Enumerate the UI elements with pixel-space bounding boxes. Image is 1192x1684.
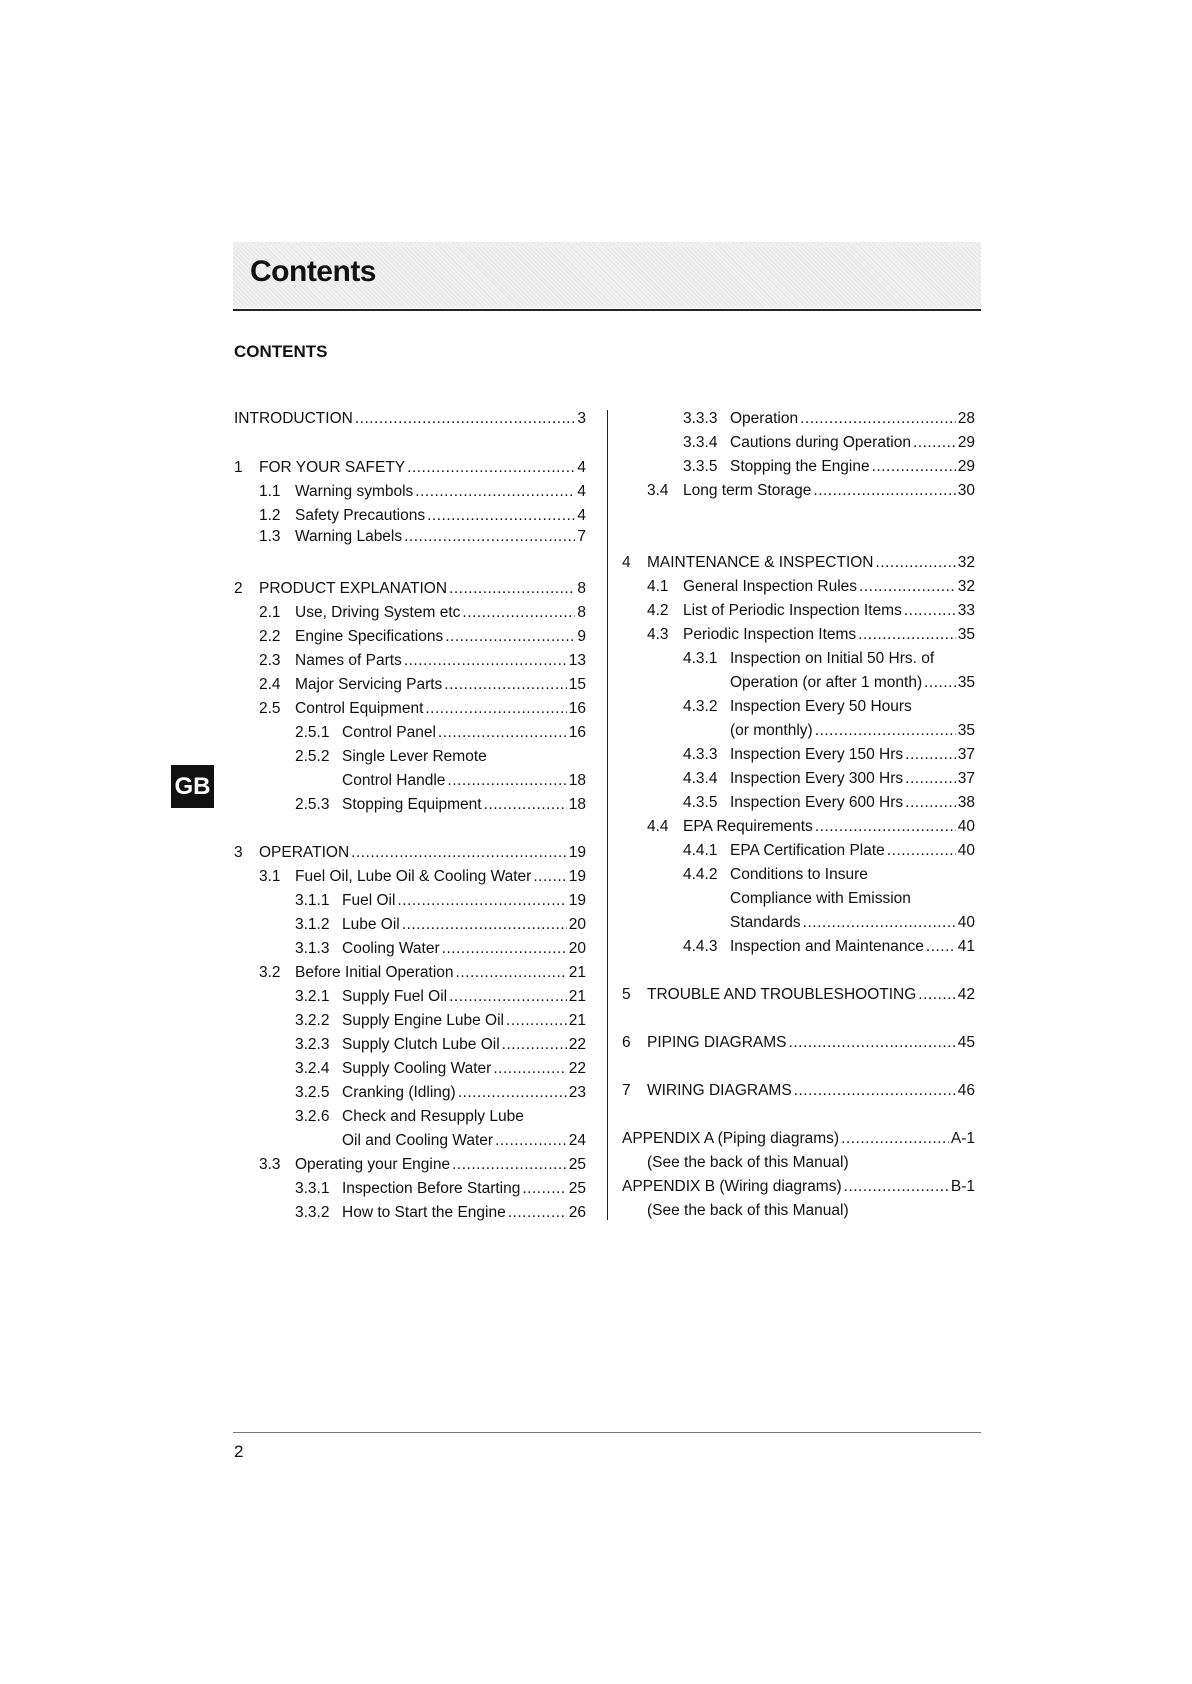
toc-entry-title: Supply Fuel Oil (342, 988, 448, 1005)
dot-leader (397, 890, 566, 912)
toc-entry[interactable] (295, 1034, 586, 1056)
toc-entry-title: Standards (730, 914, 801, 931)
toc-entry[interactable] (295, 890, 586, 912)
toc-entry-title: Before Initial Operation (295, 964, 454, 981)
toc-entry-page: 19 (568, 868, 586, 885)
toc-entry-page: 24 (568, 1132, 586, 1149)
dot-leader (495, 1130, 567, 1152)
toc-entry-number: 4.4.2 (683, 866, 718, 883)
toc-entry[interactable] (234, 457, 586, 479)
toc-entry-page: 35 (957, 674, 975, 691)
language-tab: GB (171, 765, 214, 808)
dot-leader (924, 672, 956, 694)
toc-entry[interactable] (683, 696, 912, 718)
toc-entry-number: 1.3 (259, 528, 281, 545)
dot-leader (872, 456, 956, 478)
toc-entry-number: 3.2.6 (295, 1108, 330, 1125)
toc-entry-number: 2.3 (259, 652, 281, 669)
toc-entry-page: 3 (577, 410, 586, 427)
toc-entry-title: Control Equipment (295, 700, 424, 717)
dot-leader (926, 936, 956, 958)
toc-entry[interactable] (259, 526, 586, 548)
toc-entry-number: 2.5.1 (295, 724, 330, 741)
toc-entry[interactable] (295, 794, 586, 816)
toc-entry[interactable] (730, 672, 975, 694)
dot-leader (456, 962, 567, 984)
toc-entry[interactable] (683, 408, 975, 430)
dot-leader (813, 480, 955, 502)
toc-entry-page: 22 (568, 1060, 586, 1077)
toc-entry[interactable] (234, 408, 586, 430)
dot-leader (905, 792, 956, 814)
dot-leader (493, 1058, 566, 1080)
toc-entry-title: TROUBLE AND TROUBLESHOOTING (647, 986, 917, 1003)
toc-entry-page: 32 (957, 578, 975, 595)
toc-entry-number: 4.3.4 (683, 770, 718, 787)
toc-entry[interactable] (259, 505, 586, 527)
toc-entry-title: Inspection on Initial 50 Hrs. of (730, 650, 935, 667)
toc-entry-number: 4.4 (647, 818, 669, 835)
dot-leader (438, 722, 567, 744)
toc-entry[interactable] (259, 698, 586, 720)
toc-entry-title: Conditions to Insure (730, 866, 868, 883)
toc-entry-number: 4.4.1 (683, 842, 718, 859)
toc-entry-page: 22 (568, 1036, 586, 1053)
toc-entry-number: 3.1 (259, 868, 281, 885)
toc-entry[interactable] (259, 866, 586, 888)
toc-entry-page: 37 (957, 746, 975, 763)
toc-entry-title: Names of Parts (295, 652, 402, 669)
toc-entry-page: 33 (957, 602, 975, 619)
toc-entry[interactable] (730, 720, 975, 742)
toc-entry-number: 3.2.2 (295, 1012, 330, 1029)
toc-entry[interactable] (683, 936, 975, 958)
dot-leader (449, 986, 567, 1008)
dot-leader (444, 674, 566, 696)
toc-entry-title: Operation (730, 410, 799, 427)
dot-leader (506, 1010, 567, 1032)
dot-leader (789, 1032, 956, 1054)
toc-entry-title: General Inspection Rules (683, 578, 858, 595)
toc-entry-page: 40 (957, 842, 975, 859)
toc-entry-title: Check and Resupply Lube (342, 1108, 524, 1125)
toc-entry-title: Long term Storage (683, 482, 812, 499)
toc-entry-title: OPERATION (259, 844, 350, 861)
toc-entry-page: 4 (577, 459, 586, 476)
dot-leader (533, 866, 566, 888)
toc-entry-page: 19 (568, 844, 586, 861)
dot-leader (427, 505, 575, 527)
toc-entry-number: 3 (234, 844, 243, 861)
toc-entry-page: 45 (957, 1034, 975, 1051)
toc-entry-page: 29 (957, 434, 975, 451)
toc-entry[interactable] (683, 864, 868, 886)
toc-entry-number: 1 (234, 459, 243, 476)
toc-entry[interactable] (647, 816, 975, 838)
toc-entry-page: 19 (568, 892, 586, 909)
toc-entry[interactable] (295, 1058, 586, 1080)
toc-entry-page: 21 (568, 964, 586, 981)
dot-leader (452, 1154, 567, 1176)
toc-entry-number: 6 (622, 1034, 631, 1051)
toc-entry-title: INTRODUCTION (234, 410, 353, 427)
toc-entry-page: 4 (577, 483, 586, 500)
toc-entry-title: Cooling Water (342, 940, 440, 957)
toc-entry[interactable] (647, 600, 975, 622)
dot-leader (449, 578, 575, 600)
toc-entry-title: (See the back of this Manual) (647, 1154, 849, 1171)
toc-entry-page: 40 (957, 914, 975, 931)
toc-entry-title: APPENDIX B (Wiring diagrams) (622, 1178, 842, 1195)
toc-entry-title: How to Start the Engine (342, 1204, 506, 1221)
toc-entry-number: 7 (622, 1082, 631, 1099)
toc-entry-number: 4.3.5 (683, 794, 718, 811)
dot-leader (447, 770, 566, 792)
toc-entry[interactable] (342, 1130, 586, 1152)
dot-leader (404, 650, 567, 672)
dot-leader (913, 432, 956, 454)
dot-leader (351, 842, 567, 864)
toc-entry-number: 3.3 (259, 1156, 281, 1173)
toc-entry-number: 3.3.2 (295, 1204, 330, 1221)
dot-leader (355, 408, 576, 430)
dot-leader (904, 600, 956, 622)
dot-leader (458, 1082, 567, 1104)
toc-entry-title: Engine Specifications (295, 628, 444, 645)
toc-entry-page: 25 (568, 1156, 586, 1173)
toc-entry[interactable] (295, 1178, 586, 1200)
toc-entry-title: Fuel Oil (342, 892, 396, 909)
toc-entry-note (730, 888, 911, 910)
toc-entry-title: Lube Oil (342, 916, 400, 933)
toc-entry-title: Major Servicing Parts (295, 676, 443, 693)
toc-entry-page: 21 (568, 988, 586, 1005)
toc-entry-title: Inspection Every 300 Hrs (730, 770, 904, 787)
toc-entry-number: 4.3.2 (683, 698, 718, 715)
toc-entry-number: 3.2.3 (295, 1036, 330, 1053)
toc-entry[interactable] (234, 842, 586, 864)
dot-leader (415, 481, 575, 503)
toc-entry-title: Compliance with Emission (730, 890, 911, 907)
toc-entry[interactable] (622, 1176, 975, 1198)
dot-leader (859, 576, 956, 598)
toc-entry-number: 4.2 (647, 602, 669, 619)
toc-entry-number: 1.2 (259, 507, 281, 524)
toc-entry[interactable] (622, 1032, 975, 1054)
toc-entry-number: 3.4 (647, 482, 669, 499)
toc-entry-page: 35 (957, 626, 975, 643)
toc-entry[interactable] (234, 578, 586, 600)
dot-leader (425, 698, 566, 720)
dot-leader (402, 914, 567, 936)
toc-entry-title: Stopping Equipment (342, 796, 482, 813)
toc-entry-number: 3.2.4 (295, 1060, 330, 1077)
toc-entry[interactable] (259, 650, 586, 672)
toc-entry-title: Inspection Before Starting (342, 1180, 521, 1197)
toc-entry[interactable] (295, 1010, 586, 1032)
toc-entry-title: List of Periodic Inspection Items (683, 602, 902, 619)
footer-rule (233, 1432, 981, 1433)
toc-entry-page: 16 (568, 700, 586, 717)
toc-entry-page: 46 (957, 1082, 975, 1099)
toc-entry-title: EPA Certification Plate (730, 842, 885, 859)
toc-entry-note (647, 1200, 849, 1222)
toc-entry[interactable] (683, 744, 975, 766)
toc-entry[interactable] (342, 770, 586, 792)
toc-entry[interactable] (647, 576, 975, 598)
toc-entry-title: (or monthly) (730, 722, 813, 739)
toc-entry[interactable] (622, 1128, 975, 1150)
toc-entry-title: Inspection and Maintenance (730, 938, 924, 955)
toc-entry-number: 4 (622, 554, 631, 571)
toc-entry-title: FOR YOUR SAFETY (259, 459, 406, 476)
dot-leader (442, 938, 567, 960)
toc-entry-title: PIPING DIAGRAMS (647, 1034, 787, 1051)
toc-entry-number: 3.3.1 (295, 1180, 330, 1197)
contents-subheading: CONTENTS (234, 342, 328, 361)
dot-leader (876, 552, 956, 574)
toc-entry-number: 3.3.4 (683, 434, 718, 451)
toc-entry[interactable] (295, 1082, 586, 1104)
header-rule (233, 309, 981, 311)
dot-leader (508, 1202, 567, 1224)
toc-entry-number: 3.3.5 (683, 458, 718, 475)
toc-entry[interactable] (259, 626, 586, 648)
toc-entry-title: Supply Engine Lube Oil (342, 1012, 505, 1029)
toc-entry-number: 3.1.3 (295, 940, 330, 957)
toc-entry[interactable] (622, 552, 975, 574)
dot-leader (484, 794, 567, 816)
toc-entry[interactable] (622, 984, 975, 1006)
dot-leader (404, 526, 575, 548)
toc-entry-number: 3.3.3 (683, 410, 718, 427)
toc-entry-page: 8 (577, 580, 586, 597)
page-title: Contents (250, 255, 376, 288)
toc-entry-page: 16 (568, 724, 586, 741)
toc-entry-number: 4.4.3 (683, 938, 718, 955)
toc-entry-page: 18 (568, 796, 586, 813)
toc-entry-page: 25 (568, 1180, 586, 1197)
toc-entry-number: 3.1.2 (295, 916, 330, 933)
toc-entry-page: 23 (568, 1084, 586, 1101)
dot-leader (905, 744, 956, 766)
toc-entry[interactable] (259, 674, 586, 696)
toc-entry[interactable] (647, 480, 975, 502)
dot-leader (815, 816, 956, 838)
toc-entry-title: Periodic Inspection Items (683, 626, 857, 643)
toc-entry-title: Supply Cooling Water (342, 1060, 492, 1077)
toc-entry-page: 7 (577, 528, 586, 545)
toc-entry[interactable] (683, 768, 975, 790)
toc-entry-title: Stopping the Engine (730, 458, 870, 475)
toc-entry-title: (See the back of this Manual) (647, 1202, 849, 1219)
toc-entry[interactable] (259, 481, 586, 503)
toc-entry-page: 38 (957, 794, 975, 811)
toc-entry-page: 18 (568, 772, 586, 789)
toc-entry-number: 3.2 (259, 964, 281, 981)
toc-entry-title: Single Lever Remote (342, 748, 487, 765)
toc-entry-page: 20 (568, 940, 586, 957)
toc-entry[interactable] (683, 456, 975, 478)
toc-entry-page: B-1 (950, 1178, 975, 1195)
toc-entry-page: 4 (577, 507, 586, 524)
toc-entry[interactable] (259, 1154, 586, 1176)
dot-leader (502, 1034, 567, 1056)
toc-entry-title: Fuel Oil, Lube Oil & Cooling Water (295, 868, 532, 885)
toc-entry-title: Supply Clutch Lube Oil (342, 1036, 500, 1053)
toc-entry[interactable] (295, 746, 487, 768)
toc-entry-number: 1.1 (259, 483, 281, 500)
toc-entry[interactable] (295, 722, 586, 744)
column-divider (607, 410, 608, 1220)
toc-entry[interactable] (683, 792, 975, 814)
toc-entry-note (647, 1152, 849, 1174)
dot-leader (794, 1080, 956, 1102)
toc-entry[interactable] (730, 912, 975, 934)
toc-entry-page: 40 (957, 818, 975, 835)
dot-leader (445, 626, 575, 648)
toc-entry-page: 21 (568, 1012, 586, 1029)
dot-leader (858, 624, 956, 646)
toc-entry-page: 41 (957, 938, 975, 955)
toc-entry-page: 9 (577, 628, 586, 645)
toc-entry[interactable] (295, 1106, 524, 1128)
dot-leader (803, 912, 956, 934)
toc-entry[interactable] (295, 1202, 586, 1224)
toc-entry-title: Operating your Engine (295, 1156, 451, 1173)
toc-entry-title: Inspection Every 150 Hrs (730, 746, 904, 763)
dot-leader (844, 1176, 949, 1198)
toc-entry-title: EPA Requirements (683, 818, 813, 835)
toc-entry-page: 37 (957, 770, 975, 787)
toc-entry-title: Safety Precautions (295, 507, 426, 524)
toc-entry-number: 5 (622, 986, 631, 1003)
toc-entry[interactable] (683, 840, 975, 862)
toc-entry[interactable] (259, 602, 586, 624)
toc-entry-page: 30 (957, 482, 975, 499)
toc-entry-number: 3.2.5 (295, 1084, 330, 1101)
toc-entry[interactable] (622, 1080, 975, 1102)
toc-entry-title: Control Handle (342, 772, 446, 789)
toc-entry-number: 4.3.1 (683, 650, 718, 667)
toc-entry-number: 3.2.1 (295, 988, 330, 1005)
toc-entry-title: Warning Labels (295, 528, 403, 545)
dot-leader (918, 984, 955, 1006)
toc-entry-page: 42 (957, 986, 975, 1003)
dot-leader (462, 602, 575, 624)
toc-entry-title: PRODUCT EXPLANATION (259, 580, 448, 597)
toc-entry-title: APPENDIX A (Piping diagrams) (622, 1130, 840, 1147)
dot-leader (407, 457, 575, 479)
toc-entry-page: 13 (568, 652, 586, 669)
toc-entry-number: 2.4 (259, 676, 281, 693)
toc-entry-page: 28 (957, 410, 975, 427)
toc-entry[interactable] (647, 624, 975, 646)
toc-entry-title: Inspection Every 50 Hours (730, 698, 912, 715)
toc-entry[interactable] (295, 938, 586, 960)
toc-entry-page: 29 (957, 458, 975, 475)
toc-entry-number: 2.2 (259, 628, 281, 645)
toc-entry-title: Cautions during Operation (730, 434, 911, 451)
dot-leader (815, 720, 956, 742)
toc-entry[interactable] (683, 648, 934, 670)
toc-entry-title: Warning symbols (295, 483, 414, 500)
toc-entry[interactable] (683, 432, 975, 454)
toc-entry-number: 3.1.1 (295, 892, 330, 909)
toc-entry-page: 15 (568, 676, 586, 693)
toc-entry-title: Inspection Every 600 Hrs (730, 794, 904, 811)
dot-leader (887, 840, 956, 862)
toc-entry-page: 32 (957, 554, 975, 571)
toc-entry-page: 35 (957, 722, 975, 739)
toc-entry-number: 2 (234, 580, 243, 597)
toc-entry-number: 4.3 (647, 626, 669, 643)
toc-entry-title: Oil and Cooling Water (342, 1132, 494, 1149)
toc-entry-title: Use, Driving System etc (295, 604, 461, 621)
toc-entry-number: 2.5 (259, 700, 281, 717)
toc-entry-title: WIRING DIAGRAMS (647, 1082, 792, 1099)
toc-entry-title: Control Panel (342, 724, 436, 741)
toc-entry-page: 20 (568, 916, 586, 933)
toc-entry-page: A-1 (950, 1130, 975, 1147)
dot-leader (841, 1128, 949, 1150)
toc-entry-number: 2.5.2 (295, 748, 330, 765)
toc-entry-title: MAINTENANCE & INSPECTION (647, 554, 874, 571)
toc-entry-page: 8 (577, 604, 586, 621)
toc-entry-title: Cranking (Idling) (342, 1084, 456, 1101)
toc-entry-number: 2.1 (259, 604, 281, 621)
toc-entry[interactable] (259, 962, 586, 984)
dot-leader (522, 1178, 566, 1200)
toc-entry-number: 2.5.3 (295, 796, 330, 813)
dot-leader (800, 408, 956, 430)
toc-entry-number: 4.1 (647, 578, 669, 595)
toc-entry-page: 26 (568, 1204, 586, 1221)
toc-entry[interactable] (295, 914, 586, 936)
toc-entry-title: Operation (or after 1 month) (730, 674, 923, 691)
dot-leader (905, 768, 956, 790)
page-number: 2 (234, 1442, 244, 1461)
toc-entry-number: 4.3.3 (683, 746, 718, 763)
toc-entry[interactable] (295, 986, 586, 1008)
